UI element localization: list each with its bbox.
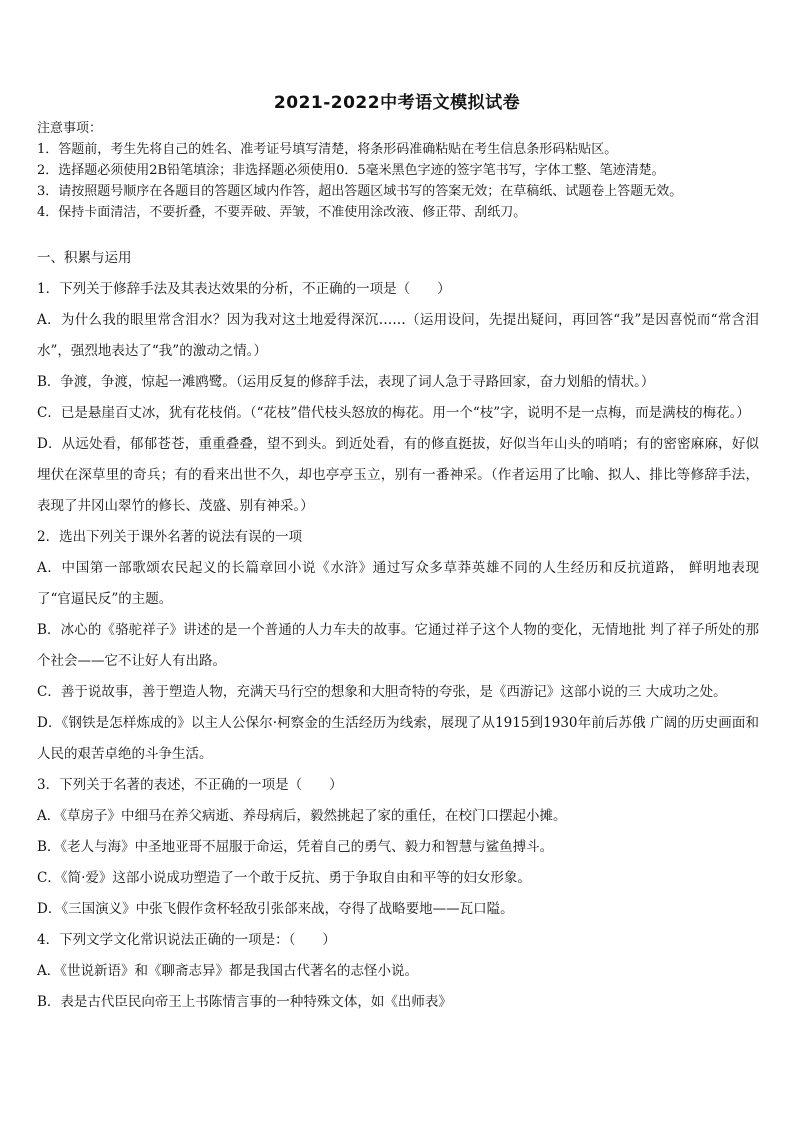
option-2c: C．善于说故事，善于塑造人物，充满天马行空的想象和大胆奇特的夸张，是《西游记》这部小说的三 大成功之处。 — [37, 684, 727, 700]
section-heading: 一、积累与运用 — [37, 250, 132, 266]
option-2b: B．冰心的《骆驼祥子》讲述的是一个普通的人力车夫的故事。它通过祥子这个人物的变化，无情地批 判了祥子所处的那个社会——它不让好人有出路。 — [37, 622, 759, 669]
option-1c: C．已是悬崖百丈冰，犹有花枝俏。（“花枝”借代枝头怒放的梅花。用一个“枝”字，说明不是一点梅，而是满枝的梅花。） — [37, 405, 750, 421]
note-item: 2．选择题必须使用2B铅笔填涂；非选择题必须使用0．5毫米黑色字迹的签字笔书写，字体工整、笔迹清楚。 — [37, 163, 665, 178]
notes-block — [37, 118, 767, 223]
question-stem-3: 3．下列关于名著的表述，不正确的一项是（ ） — [37, 777, 343, 793]
option-2a: A．中国第一部歌颂农民起义的长篇章回小说《水浒》通过写众多草莽英雄不同的人生经历和反抗道路， 鲜明地表现了“官逼民反”的主题。 — [37, 560, 759, 607]
option-3c: C．《简·爱》这部小说成功塑造了一个敢于反抗、勇于争取自由和平等的妇女形象。 — [37, 870, 531, 886]
notes-heading: 注意事项： — [37, 121, 103, 136]
option-1a: A．为什么我的眼里常含泪水？因为我对这土地爱得深沉……（运用设问，先提出疑问，再回答“我”是因喜悦而“常含泪水”，强烈地表达了“我”的激动之情。） — [37, 312, 759, 359]
questions-area — [37, 243, 759, 1018]
option-4a: A．《世说新语》和《聊斋志异》都是我国古代著名的志怪小说。 — [37, 963, 418, 979]
question-stem-4: 4．下列文学文化常识说法正确的一项是：（ ） — [37, 932, 336, 948]
option-4b: B．表是古代臣民向帝王上书陈情言事的一种特殊文体，如《出师表》 — [37, 994, 452, 1010]
question-stem-1: 1．下列关于修辞手法及其表达效果的分析，不正确的一项是（ ） — [37, 281, 451, 297]
option-3a: A．《草房子》中细马在养父病逝、养母病后，毅然挑起了家的重任，在校门口摆起小摊。 — [37, 808, 567, 824]
option-3d: D．《三国演义》中张飞假作贪杯轻敌引张郃来战，夺得了战略要地——瓦口隘。 — [37, 901, 514, 917]
question-stem-2: 2．选出下列关于课外名著的说法有误的一项 — [37, 529, 303, 545]
option-1b: B．争渡，争渡，惊起一滩鸥鹭。（运用反复的修辞手法，表现了词人急于寻路回家，奋力划船的情状。） — [37, 374, 655, 390]
page-title: 2021-2022中考语文模拟试卷 — [273, 93, 521, 113]
option-3b: B．《老人与海》中圣地亚哥不屈服于命运，凭着自己的勇气、毅力和智慧与鲨鱼搏斗。 — [37, 839, 554, 855]
option-2d: D．《钢铁是怎样炼成的》以主人公保尔·柯察金的生活经历为线索，展现了从1915到1930年前后苏俄 广阔的历史画面和人民的艰苦卓绝的斗争生活。 — [37, 715, 759, 762]
note-item: 4．保持卡面清洁，不要折叠，不要弄破、弄皱，不准使用涂改液、修正带、刮纸刀。 — [37, 205, 527, 220]
note-item: 1．答题前，考生先将自己的姓名、准考证号填写清楚，将条形码准确粘贴在考生信息条形码粘贴区。 — [37, 142, 618, 157]
note-item: 3．请按照题号顺序在各题目的答题区域内作答，超出答题区域书写的答案无效；在草稿纸、试题卷上答题无效。 — [37, 184, 683, 199]
option-1d: D．从远处看，郁郁苍苍，重重叠叠，望不到头。到近处看，有的修直挺拔，好似当年山头的哨哨；有的密密麻麻，好似埋伏在深草里的奇兵；有的看来出世不久，却也亭亭玉立，别有一番神采。（作者运用了比喻、拟人、排比等修辞手法，表现了井冈山翠竹的修长、茂盛、别有神采。） — [37, 436, 759, 514]
